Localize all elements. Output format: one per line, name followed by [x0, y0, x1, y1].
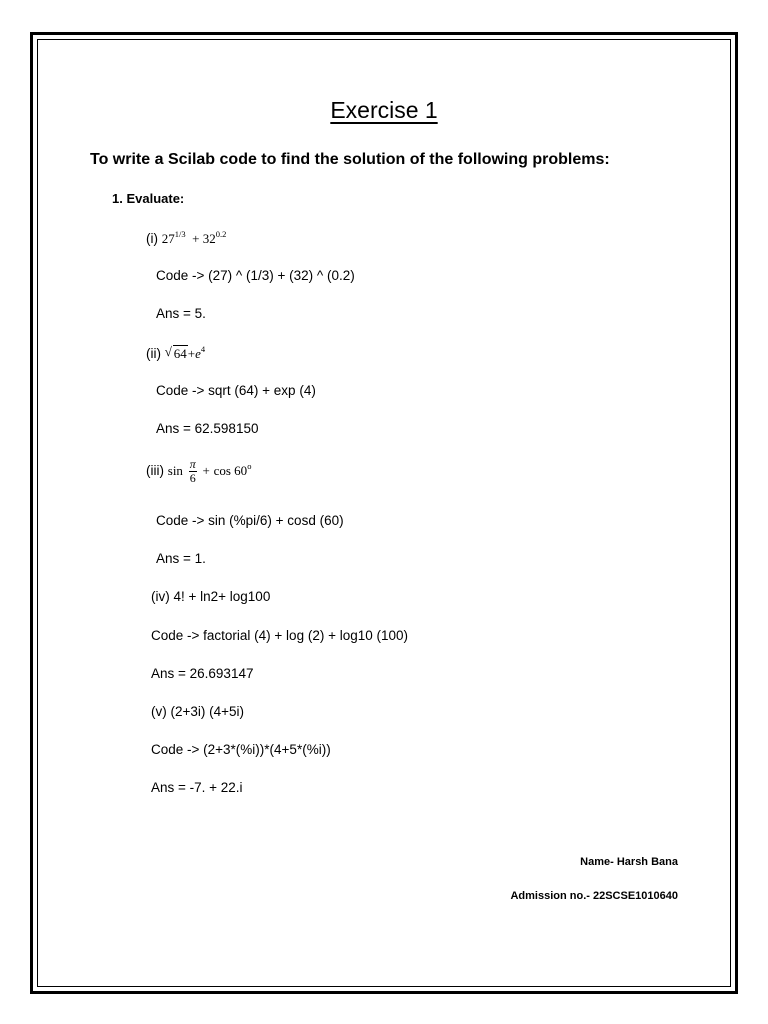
part-iv-expression: (iv) 4! + ln2+ log100	[151, 589, 271, 604]
part-ii-expression	[146, 344, 205, 362]
part-iii-op: +	[202, 463, 210, 479]
part-ii-math	[165, 346, 205, 361]
part-ii-radicand: 64	[173, 346, 187, 361]
part-v-expression: (v) (2+3i) (4+5i)	[151, 704, 245, 719]
page-title: Exercise 1	[330, 97, 438, 123]
part-i-expression	[146, 229, 226, 247]
student-name: Name- Harsh Bana	[580, 856, 678, 868]
part-iii-func1: sin	[167, 463, 183, 479]
part-iv-code: Code -> factorial (4) + log (2) + log10 (100)	[151, 628, 409, 643]
part-i-exp1: 1/3	[174, 229, 186, 239]
page-border-inner	[37, 39, 731, 987]
part-ii-exp: 4	[200, 344, 206, 354]
question-heading: 1. Evaluate:	[112, 191, 185, 206]
part-v-code: Code -> (2+3*(%i))*(4+5*(%i))	[151, 742, 331, 757]
part-i-base2: 32	[202, 231, 216, 246]
part-iii-expression	[146, 458, 251, 485]
square-root-symbol: √ 64	[164, 344, 187, 361]
fraction-numerator: π	[189, 457, 196, 471]
part-ii-label: (ii)	[146, 346, 161, 361]
part-iii-answer: Ans = 1.	[156, 551, 206, 566]
part-iii-label: (iii)	[146, 463, 164, 479]
part-iv-answer: Ans = 26.693147	[151, 666, 254, 681]
part-iii-func2: cos 60	[213, 463, 248, 479]
part-ii-code: Code -> sqrt (64) + exp (4)	[156, 383, 316, 398]
part-i-answer: Ans = 5.	[156, 306, 206, 321]
part-i-math	[162, 231, 227, 246]
part-iii-code: Code -> sin (%pi/6) + cosd (60)	[156, 513, 344, 528]
part-i-op: +	[192, 231, 200, 246]
fraction	[189, 458, 197, 485]
degree-symbol: o	[247, 461, 252, 472]
part-i-base1: 27	[161, 231, 175, 246]
part-ii-base: e	[195, 346, 201, 361]
fraction-denominator: 6	[189, 471, 196, 485]
task-heading: To write a Scilab code to find the solution of the following problems:	[90, 151, 610, 168]
part-v-answer: Ans = -7. + 22.i	[151, 780, 243, 795]
part-ii-answer: Ans = 62.598150	[156, 421, 259, 436]
admission-number: Admission no.- 22SCSE1010640	[510, 890, 678, 902]
part-i-exp2: 0.2	[215, 229, 227, 239]
part-i-label: (i)	[146, 231, 158, 246]
part-i-code: Code -> (27) ^ (1/3) + (32) ^ (0.2)	[156, 268, 355, 283]
part-ii-op: +	[187, 346, 196, 361]
